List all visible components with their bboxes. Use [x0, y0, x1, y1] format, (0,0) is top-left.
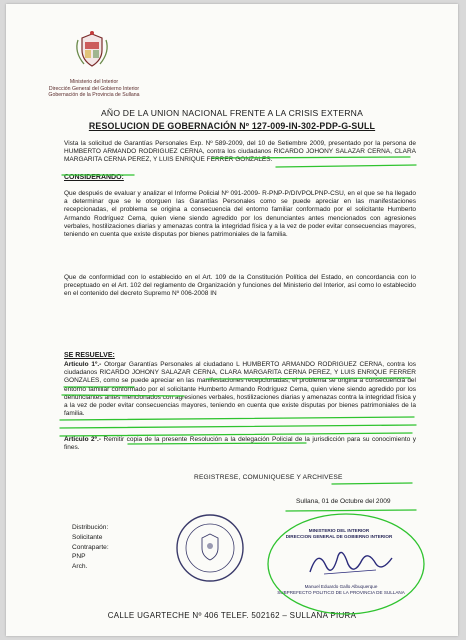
- article-1-label: Articulo 1º.-: [64, 361, 102, 368]
- signer-name: Manuel Eduardo Gallo Albuquerque: [304, 584, 378, 589]
- considerando-heading: CONSIDERANDO:: [64, 174, 124, 181]
- dateline: Sullana, 01 de Octubre del 2009: [296, 498, 391, 505]
- distribution-line: Arch.: [72, 563, 88, 571]
- distribution-line: Contraparte:: [72, 543, 109, 551]
- intro-paragraph: Vista la solicitud de Garantías Personales Exp. Nº 589-2009, del 10 de Setiembre 2009, presentado por la persona de HUMBERTO ARMANDO RODRIGUEZ CERNA, contra los ciudadanos RICARDO JOHONY SALAZAR CERNA, CLARA MARGARITA CERNA PEREZ, Y LUIS ENRIQUE FERRER GONZALES.: [64, 140, 416, 164]
- article-2: [64, 436, 416, 452]
- letterhead: [34, 79, 154, 99]
- stamp-line: DIRECCION GENERAL DE GOBIERNO INTERIOR: [285, 534, 393, 539]
- article-1: [64, 361, 416, 418]
- considerando-paragraph-2: Que de conformidad con lo establecido en el Art. 109 de la Constitución Política del Estado, en concordancia con lo preceptuado en el Art. 102 del reglamento de Organización y funciones del Ministerio del Interior, así como lo establecido en el contenido del decreto Supremo Nº 006-2008 IN: [64, 274, 416, 298]
- considerando-paragraph-1: Que después de evaluar y analizar el Informe Policial Nº 091-2009- R-PNP-P/DIVPOLPNP-CSU, en el que se ha llegado a determinar que se le otorguen las Garantías Personales como se puede apreciar en las manifestaciones recepcionadas, el problema se origina a consecuencia del entorno familiar conformado por el solicitante Humberto Armando Rodríguez Cema, quien viene siendo agredido por los denunciantes antes mencionados con agresiones verbales, hostilizaciones diarias y amenazas contra la integridad física y a la vez de poder evitar consecuencias mayores, teniendo en cuenta que existe disputas por bienes patrimoniales de la familia.: [64, 190, 416, 239]
- highlight-line: [60, 425, 416, 428]
- signer-title: SUBPREFECTO POLITICO DE LA PROVINCIA DE SULLANA: [277, 589, 405, 595]
- distribution-line: Solicitante: [72, 533, 103, 541]
- letterhead-line: Ministerio del Interior: [69, 79, 119, 85]
- round-seal-icon: [174, 512, 246, 584]
- signature-icon: [306, 542, 396, 582]
- distribution-line: Distribución:: [72, 524, 109, 531]
- highlight-line: [332, 483, 412, 484]
- footer-address: CALLE UGARTECHE Nº 406 TELEF. 502162 – SULLANA PIURA: [107, 611, 357, 620]
- article-2-text: Remitir copia de la presente Resolución a la delegación Policial de la jurisdicción para su conocimiento y fines.: [64, 436, 417, 452]
- letterhead-line: Gobernación de la Provincia de Sullana: [48, 92, 140, 99]
- signoff: REGISTRESE, COMUNIQUESE Y ARCHIVESE: [194, 474, 343, 481]
- year-title: AÑO DE LA UNION NACIONAL FRENTE A LA CRISIS EXTERNA: [100, 108, 364, 118]
- letterhead-line: Dirección General del Gobierno Interior: [48, 85, 140, 92]
- official-stamp: [274, 528, 404, 540]
- signer-block: [276, 584, 406, 596]
- stamp-line: MINISTERIO DEL INTERIOR: [308, 528, 370, 533]
- resolution-title: RESOLUCION DE GOBERNACIÓN Nº 127-009-IN-302-PDP-G-SULL: [88, 121, 376, 131]
- resuelve-heading: SE RESUELVE:: [64, 352, 115, 359]
- coat-of-arms-icon: [72, 30, 112, 70]
- highlight-line: [286, 510, 416, 511]
- distribution-line: PNP: [72, 553, 86, 561]
- article-1-text: Otorgar Garantías Personales al ciudadano L HUMBERTO ARMANDO RODRIGUEZ CERNA, contra los ciudadanos RICARDO JOHONY SALAZAR CERNA, CLARA MARGARITA CERNA PEREZ, Y LUIS ENRIQUE FERRER GONZALES, como se puede apreciar en las manifestaciones recepcionadas, el problema se origina a consecuencia del entorno familiar conformado por el solicitante Humberto Armando Rodríguez Cema, quien viene siendo agredido por los denunciantes antes mencionados con agresiones verbales, hostilizaciones diarias y amenazas contra la integridad física y a la vez de poder evitar consecuencias mayores, teniendo en cuenta que existe disputas por bienes patrimoniales de la familia.: [64, 361, 417, 418]
- distribution-list: [72, 523, 109, 572]
- document-page: [6, 4, 458, 636]
- highlight-line: [276, 165, 416, 167]
- article-2-label: Articulo 2º.-: [64, 436, 102, 443]
